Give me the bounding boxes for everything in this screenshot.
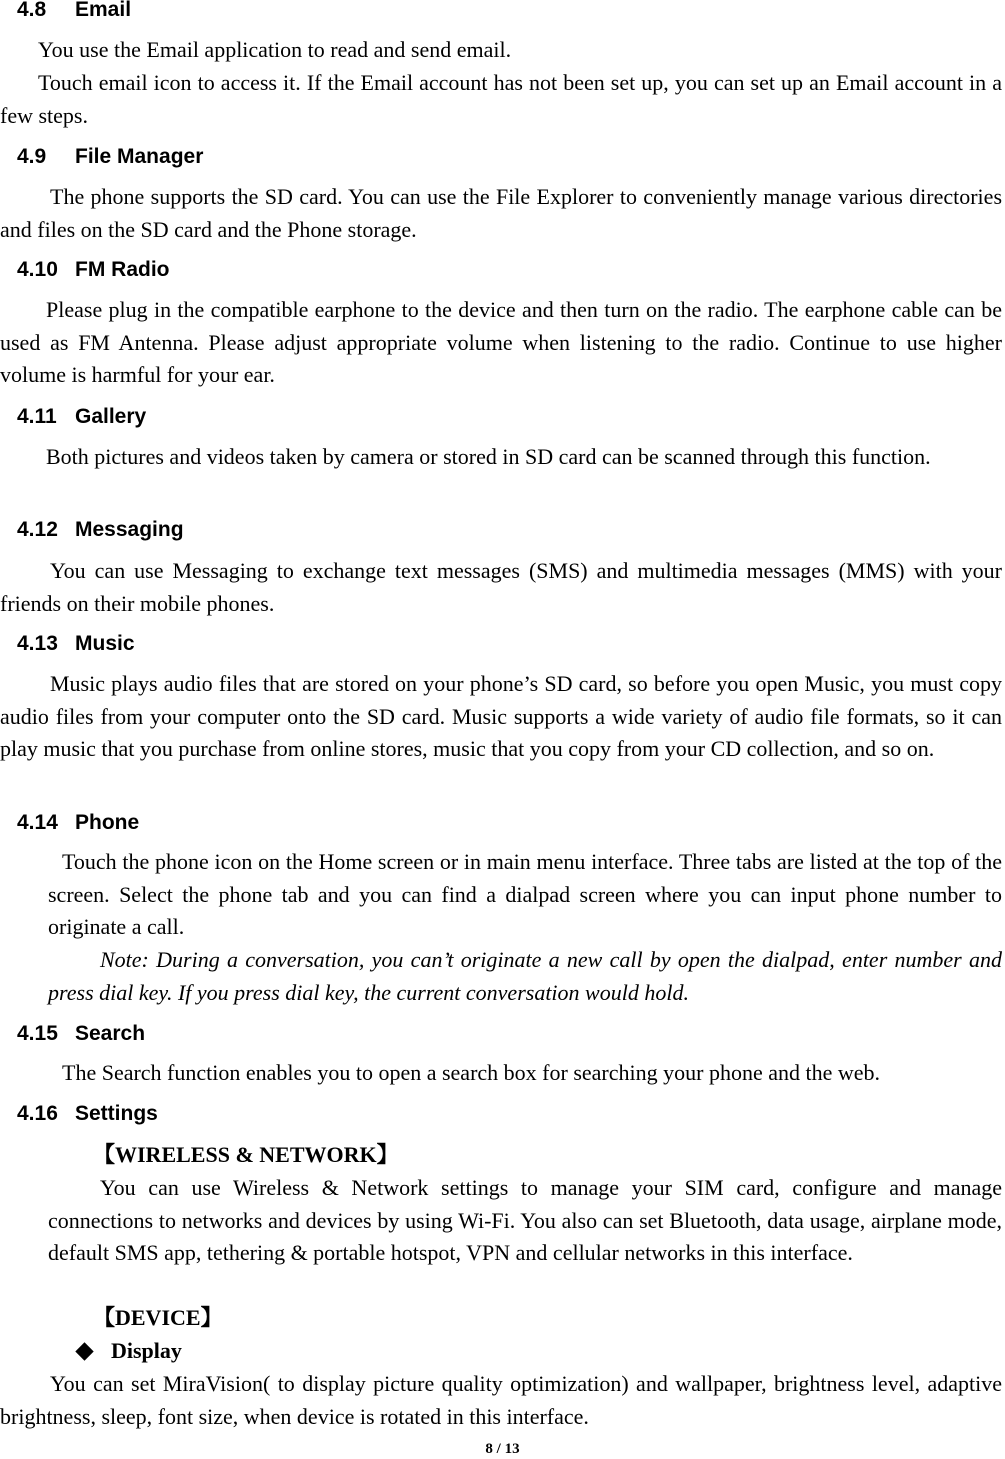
- section-title: Phone: [75, 811, 140, 834]
- section-number: 4.10: [17, 258, 58, 281]
- music-paragraph: Music plays audio files that are stored on your phone’s SD card, so before you open Music, you must copy audio files from your computer onto the SD card. Music supports a wide variety of audio file formats, so it can play music that you purchase from online stores, music that you copy from your CD collection, and so on.: [0, 671, 1002, 761]
- section-title: Messaging: [75, 518, 184, 541]
- section-title: File Manager: [75, 145, 204, 168]
- phone-note-text: Note: During a conversation, you can’t originate a new call by open the dialpad, enter number and press dial key. If you press dial key, the current conversation would hold.: [48, 947, 1002, 1005]
- device-heading: 【DEVICE】: [93, 1305, 223, 1330]
- phone-note: [48, 944, 1002, 1009]
- heading-phone: [17, 811, 139, 835]
- section-title: Email: [75, 0, 132, 21]
- section-number: 4.12: [17, 518, 58, 541]
- messaging-paragraph: You can use Messaging to exchange text messages (SMS) and multimedia messages (MMS) with your friends on their mobile phones.: [0, 558, 1002, 616]
- diamond-bullet-icon: [75, 1343, 93, 1361]
- email-paragraph-1: You use the Email application to read and send email.: [38, 37, 512, 62]
- section-title: Music: [75, 632, 135, 655]
- file-manager-paragraph: The phone supports the SD card. You can use the File Explorer to conveniently manage various directories and files on the SD card and the Phone storage.: [0, 184, 1002, 242]
- section-title: Gallery: [75, 405, 147, 428]
- heading-messaging: [17, 518, 184, 542]
- gallery-paragraph: Both pictures and videos taken by camera or stored in SD card can be scanned through this function.: [46, 444, 931, 469]
- wireless-network-paragraph: You can use Wireless & Network settings to manage your SIM card, configure and manage connections to networks and devices by using Wi-Fi. You also can set Bluetooth, data usage, airplane mode, default SMS app, tethering & portable hotspot, VPN and cellular networks in this interface.: [48, 1175, 1002, 1265]
- heading-settings: [17, 1102, 158, 1126]
- section-number: 4.14: [17, 811, 58, 834]
- heading-search: [17, 1022, 145, 1046]
- fm-radio-paragraph: Please plug in the compatible earphone to the device and then turn on the radio. The earphone cable can be used as FM Antenna. Please adjust appropriate volume when listening to the radio. Continue to use higher volume is harmful for your ear.: [0, 297, 1002, 387]
- heading-fm-radio: [17, 258, 170, 282]
- phone-paragraph: Touch the phone icon on the Home screen or in main menu interface. Three tabs are listed at the top of the screen. Select the phone tab and you can find a dialpad screen where you can input phone number to originate a call.: [48, 849, 1002, 939]
- section-number: 4.8: [17, 0, 47, 21]
- display-bullet: [74, 1335, 182, 1367]
- section-title: Search: [75, 1022, 146, 1045]
- display-label: Display: [111, 1338, 182, 1363]
- heading-gallery: [17, 405, 146, 429]
- page-number: 8 / 13: [485, 1441, 520, 1457]
- section-title: FM Radio: [75, 258, 170, 281]
- heading-email: [17, 0, 131, 22]
- section-number: 4.9: [17, 145, 47, 168]
- email-paragraph-2: Touch email icon to access it. If the Email account has not been set up, you can set up an Email account in a few steps.: [0, 70, 1002, 128]
- section-number: 4.15: [17, 1022, 58, 1045]
- section-number: 4.13: [17, 632, 58, 655]
- heading-file-manager: [17, 145, 203, 169]
- display-paragraph: You can set MiraVision( to display picture quality optimization) and wallpaper, brightness level, adaptive brightness, sleep, font size, when device is rotated in this interface.: [0, 1371, 1002, 1429]
- search-paragraph: The Search function enables you to open a search box for searching your phone and the web.: [62, 1060, 880, 1085]
- heading-music: [17, 632, 135, 656]
- section-title: Settings: [75, 1102, 158, 1125]
- wireless-network-heading: 【WIRELESS & NETWORK】: [93, 1142, 399, 1167]
- section-number: 4.11: [17, 405, 57, 428]
- section-number: 4.16: [17, 1102, 58, 1125]
